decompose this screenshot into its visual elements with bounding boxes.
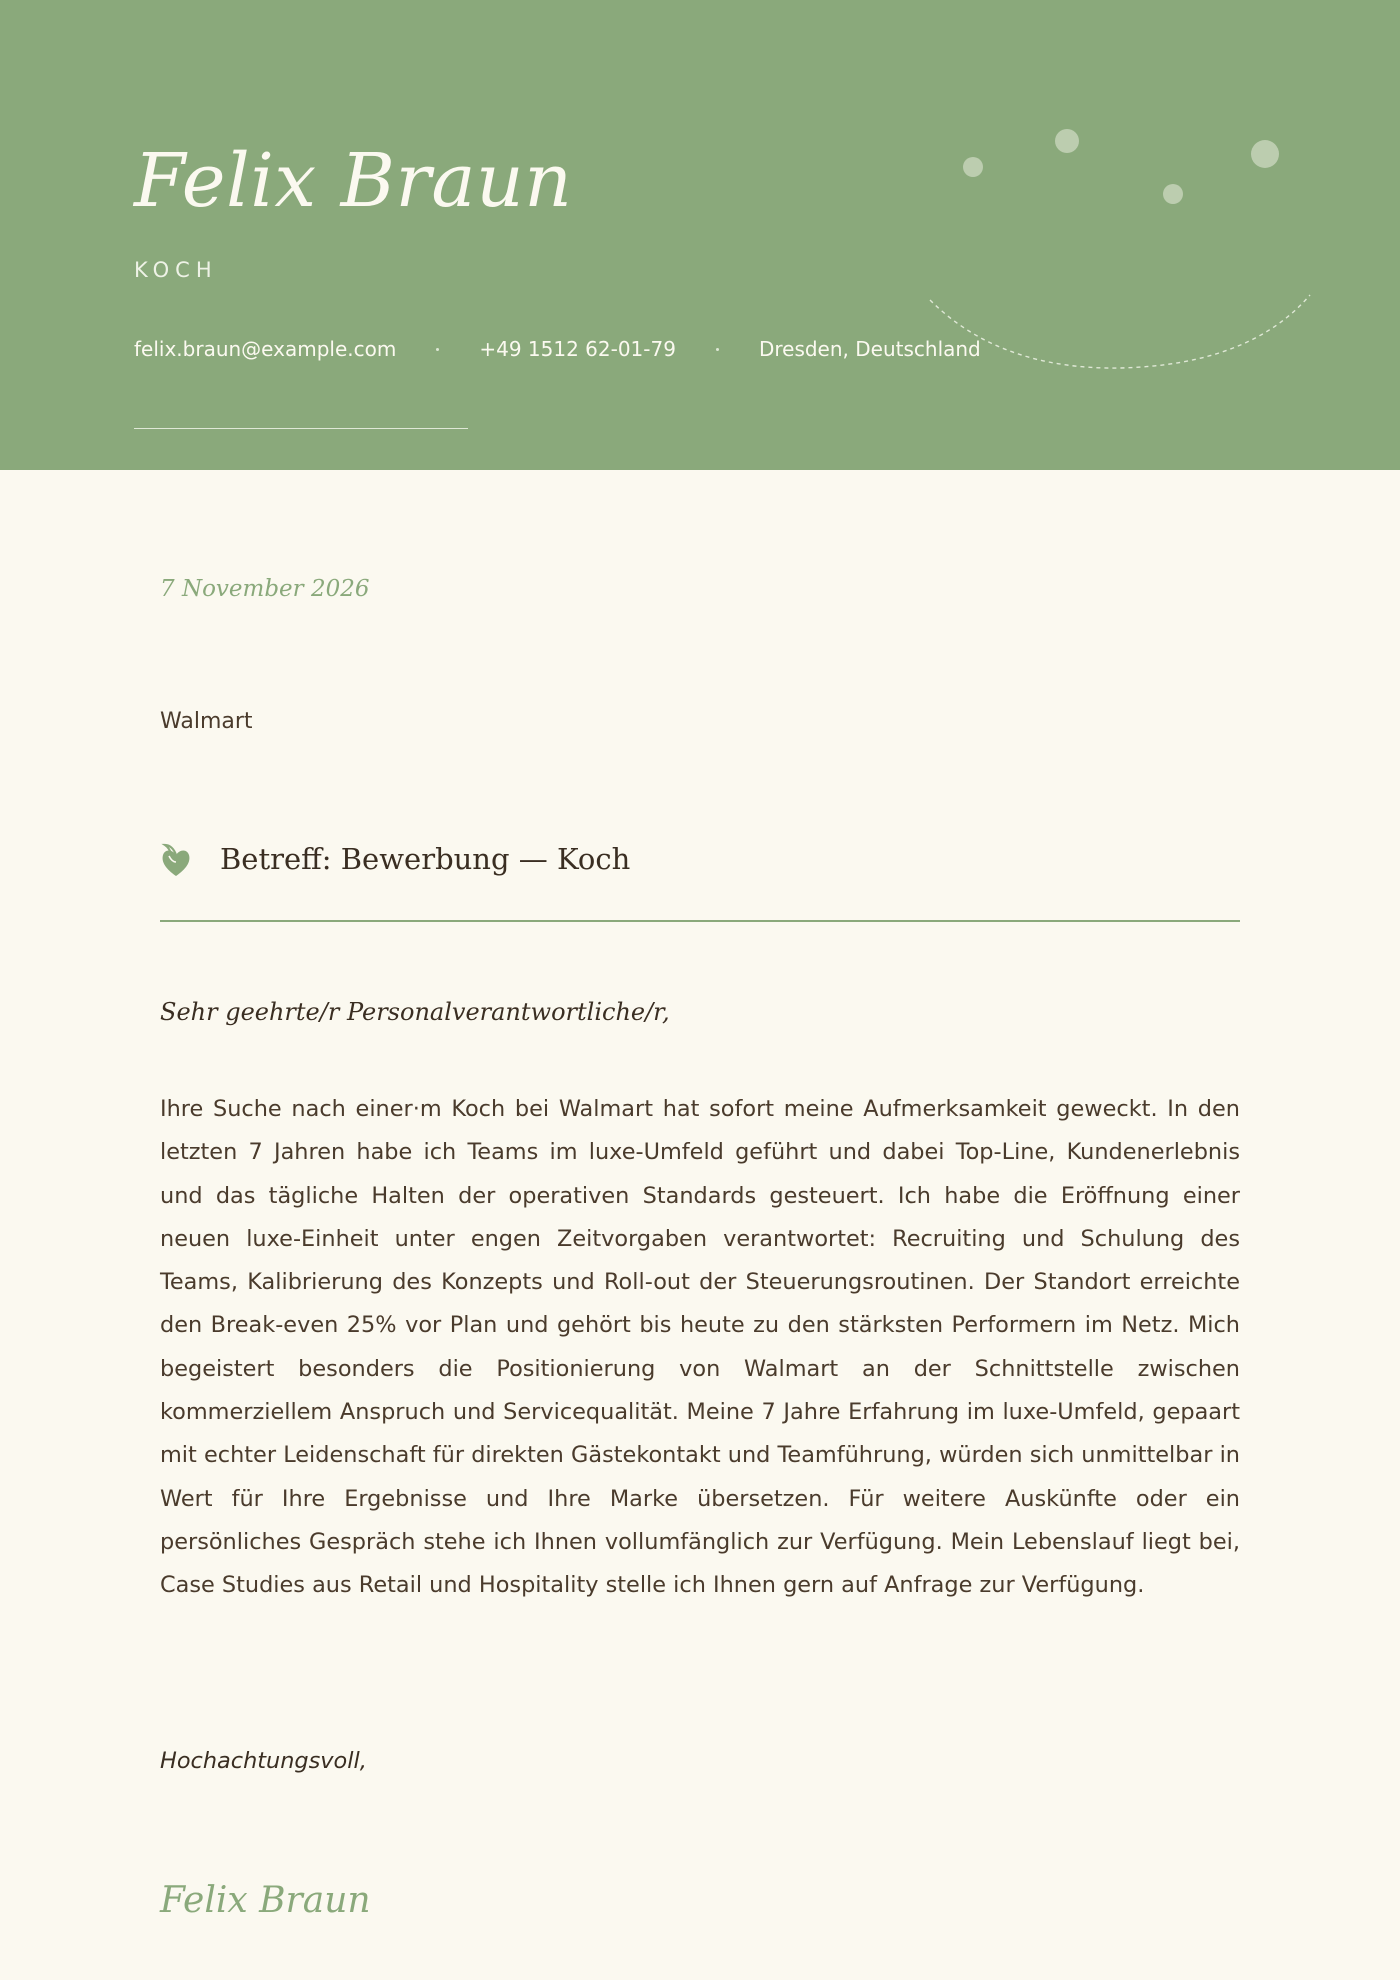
deco-arc: [930, 295, 1310, 368]
deco-dot: [1163, 184, 1183, 204]
separator-dot: [436, 348, 439, 351]
signature: Felix Braun: [160, 1880, 371, 1921]
deco-dot: [1055, 129, 1079, 153]
contact-phone[interactable]: +49 1512 62-01-79: [479, 337, 676, 361]
applicant-role: KOCH: [134, 258, 218, 282]
salutation: Sehr geehrte/r Personalverantwortliche/r,: [160, 998, 670, 1026]
letter-body: Ihre Suche nach einer·m Koch bei Walmart hat sofort meine Aufmerksamkeit geweckt. In den letzten 7 Jahren habe ich Teams im luxe-Umfeld geführt und dabei Top-Line, Kundenerlebnis und das tägliche Halten der operativen Standards gesteuert. Ich habe die Eröffnung einer neuen luxe-Einheit unter engen Zeitvorgaben verantwortet: Recruiting und Schulung des Teams, Kalibrierung des Konzepts und Roll-out der Steuerungsroutinen. Der Standort erreichte den Break-even 25% vor Plan und gehört bis heute zu den stärksten Performern im Netz. Mich begeistert besonders die Positionierung von Walmart an der Schnittstelle zwischen kommerziellem Anspruch und Servicequalität. Meine 7 Jahre Erfahrung im luxe-Umfeld, gepaart mit echter Leidenschaft für direkten Gästekontakt und Teamführung, würden sich unmittelbar in Wert für Ihre Ergebnisse und Ihre Marke übersetzen. Für weitere Auskünfte oder ein persönliches Gespräch stehe ich Ihnen vollumfänglich zur Verfügung. Mein Lebenslauf liegt bei, Case Studies aus Retail und Hospitality stelle ich Ihnen gern auf Anfrage zur Verfügung.: [160, 1096, 1240, 1599]
contact-email[interactable]: felix.braun@example.com: [134, 337, 397, 361]
applicant-name: Felix Braun: [134, 138, 573, 224]
header-rule: [134, 428, 468, 429]
separator-dot: [716, 348, 719, 351]
recipient: Walmart: [160, 709, 253, 734]
deco-dot: [963, 157, 983, 177]
letter-header: [0, 0, 1400, 470]
contact-location: Dresden, Deutschland: [758, 337, 981, 361]
floral-heart-icon: [160, 842, 192, 878]
letter-date: 7 November 2026: [160, 576, 370, 602]
header-decoration: [920, 110, 1320, 380]
contact-line: [134, 337, 981, 361]
closing: Hochachtungsvoll,: [160, 1748, 367, 1774]
deco-dot: [1251, 140, 1279, 168]
subject-row: [160, 840, 1240, 922]
subject-line: Betreff: Bewerbung — Koch: [220, 842, 631, 876]
